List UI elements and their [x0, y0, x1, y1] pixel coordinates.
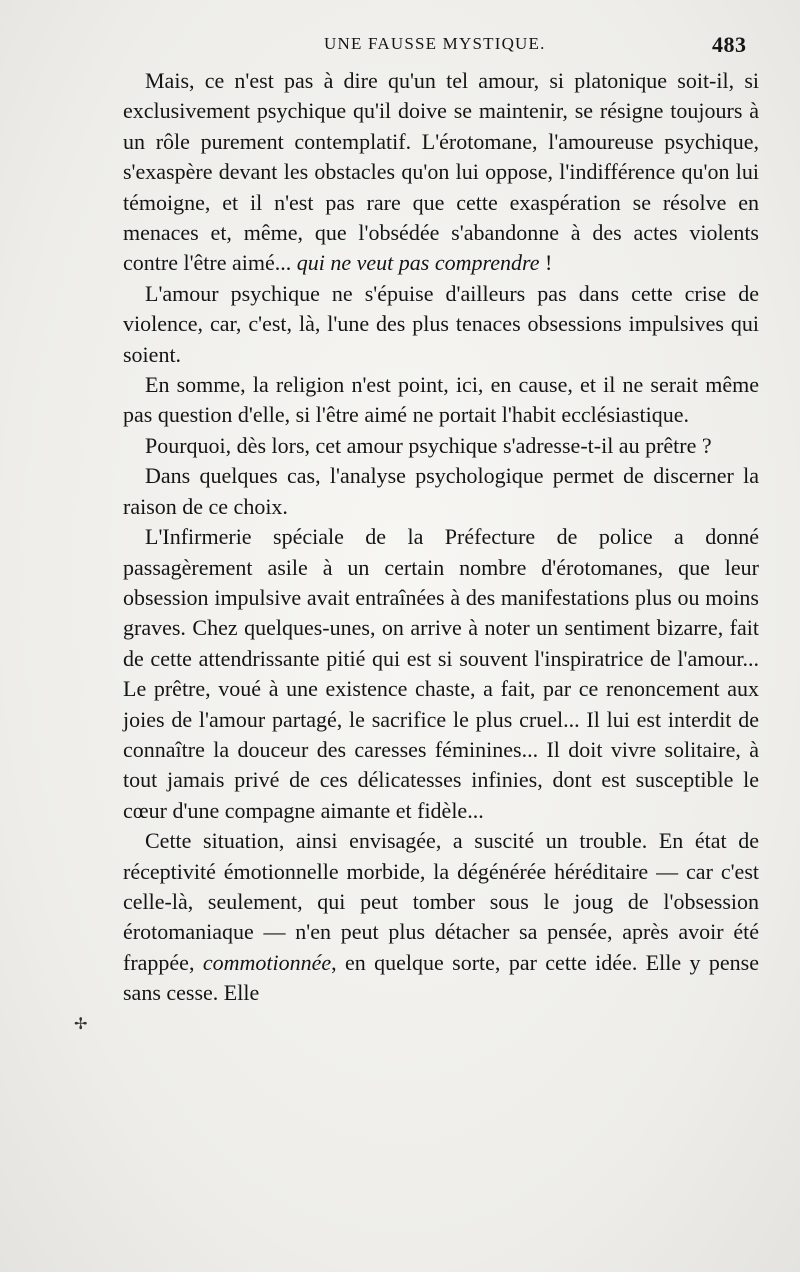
paragraph — [123, 522, 759, 826]
paragraph-text: , en quelque sorte, par cette idée. Elle y pense sans cesse. Elle — [123, 949, 759, 1006]
paragraph — [123, 826, 759, 1008]
italic-phrase: qui ne veut pas comprendre — [296, 250, 540, 276]
paragraph-text: Cette situation, ainsi envisagée, a suscité un trouble. En état de réceptivité émotionnelle morbide, la dégénérée héréditaire — car c'est celle-là, seulement, qui peut tomber sous le joug de l'obsession érotomaniaque — n'en peut plus détacher sa pensée, après avoir été frappée, — [123, 828, 759, 975]
paragraph — [123, 66, 759, 279]
paragraph-text: En somme, la religion n'est point, ici, en cause, et il ne serait même pas question d'elle, si l'être aimé ne portait l'habit ecclésiastique. — [123, 372, 759, 428]
paragraph-text: ! — [539, 250, 553, 276]
italic-phrase: commotionnée — [202, 949, 332, 975]
paragraph-text: Mais, ce n'est pas à dire qu'un tel amour, si platonique soit-il, si exclusivement psychique qu'il doive se maintenir, se résigne toujours à un rôle purement contemplatif. L'érotomane, l'amoureuse psychique, s'exaspère devant les obstacles qu'on lui oppose, l'indifférence qu'on lui témoigne, et il n'est pas rare que cette exaspération se résolve en menaces et, même, que l'obsédée s'abandonne à des actes violents contre l'être aimé... — [123, 68, 759, 276]
paragraph — [123, 370, 759, 431]
page-number: 483 — [712, 32, 747, 57]
paragraph-text: L'Infirmerie spéciale de la Préfecture de police a donné passagèrement asile à un certain nombre d'érotomanes, que leur obsession impulsive avait entraînées à des manifestations plus ou moins graves. Chez quelques-unes, on arrive à noter un sentiment bizarre, fait de cette attendrissante pitié qui est si souvent l'inspiratrice de l'amour... Le prêtre, voué à une existence chaste, a fait, par ce renoncement aux joies de l'amour partagé, le sacrifice le plus cruel... Il lui est interdit de connaître la douceur des caresses féminines... Il doit vivre solitaire, à tout jamais privé de ces délicatesses infinies, dont est susceptible le cœur d'une compagne aimante et fidèle... — [123, 524, 759, 823]
paragraph-text: Pourquoi, dès lors, cet amour psychique s'adresse-t-il au prêtre ? — [145, 432, 712, 458]
paragraph — [123, 431, 759, 461]
margin-mark-icon: ✢ — [74, 1016, 88, 1033]
body-text — [123, 66, 759, 1009]
paragraph — [123, 279, 759, 370]
running-head — [0, 34, 800, 58]
paragraph-text: Dans quelques cas, l'analyse psychologique permet de discerner la raison de ce choix. — [123, 463, 759, 519]
running-title: UNE FAUSSE MYSTIQUE. — [324, 34, 546, 53]
paragraph — [123, 461, 759, 522]
paragraph-text: L'amour psychique ne s'épuise d'ailleurs pas dans cette crise de violence, car, c'est, là, l'une des plus tenaces obsessions impulsives qui soient. — [123, 280, 759, 367]
